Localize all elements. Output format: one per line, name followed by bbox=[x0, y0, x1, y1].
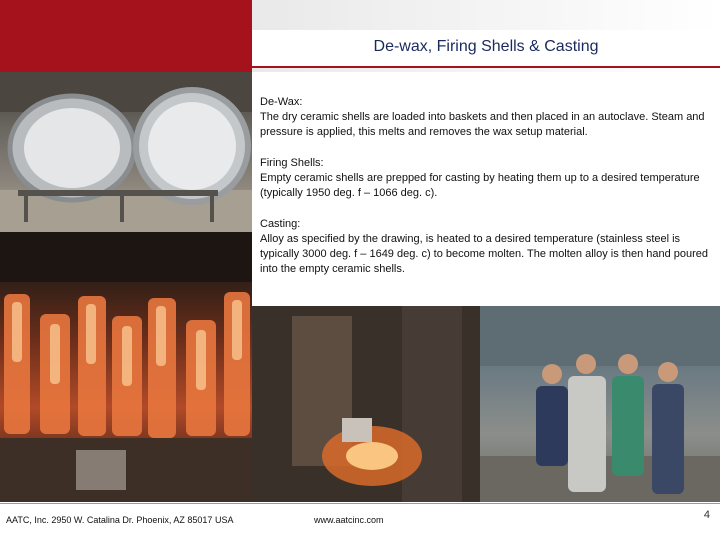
glowing-shells-photo bbox=[0, 232, 252, 502]
pouring-photo bbox=[252, 306, 480, 502]
header-red-block bbox=[0, 0, 252, 72]
section-heading: Casting: bbox=[260, 218, 301, 230]
title-underline bbox=[252, 66, 720, 68]
section-heading: De-Wax: bbox=[260, 96, 303, 108]
autoclave-photo bbox=[0, 72, 252, 232]
page-number: 4 bbox=[703, 509, 710, 521]
body-text bbox=[260, 95, 715, 293]
slide-title: De-wax, Firing Shells & Casting bbox=[373, 38, 599, 55]
crew-photo bbox=[480, 306, 720, 502]
section-dewax bbox=[260, 95, 715, 140]
section-text: Alloy as specified by the drawing, is heated to a desired temperature (stainless steel is typically 3000 deg. f – 1649 deg. c) to become molten. The molten alloy is then hand poured into the empty ceramic shells. bbox=[260, 233, 709, 275]
section-casting bbox=[260, 217, 715, 277]
section-firing-shells bbox=[260, 156, 715, 201]
footer-divider bbox=[0, 503, 720, 504]
section-text: Empty ceramic shells are prepped for casting by heating them up to a desired temperature (typically 1950 deg. f – 1066 deg. c). bbox=[260, 172, 700, 199]
footer-website: www.aatcinc.com bbox=[314, 515, 384, 525]
section-heading: Firing Shells: bbox=[260, 157, 324, 169]
footer-address: AATC, Inc. 2950 W. Catalina Dr. Phoenix, AZ 85017 USA bbox=[6, 515, 234, 525]
section-text: The dry ceramic shells are loaded into baskets and then placed in an autoclave. Steam and pressure is applied, this melts and removes the wax setup material. bbox=[260, 111, 705, 138]
